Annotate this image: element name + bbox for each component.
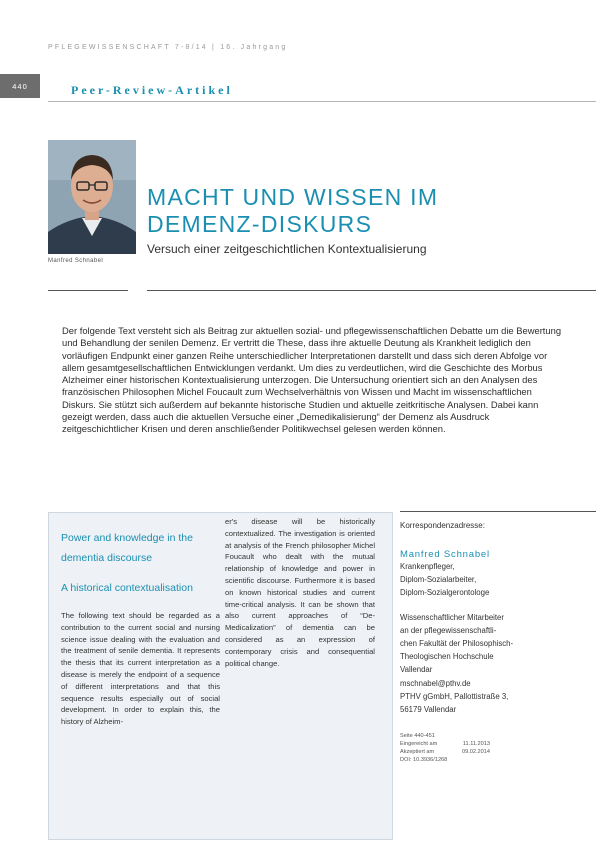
title-line-1: MACHT UND WISSEN IM [147,184,439,210]
accepted-date: 09.02.2014 [462,749,490,756]
english-text-2: er's disease will be historically contextualized. The investigation is oriented at analysis of the French philosopher Michel Foucault who dealt with the mutual relationship of knowledge and power in scientific discourse. Furthermore it is based on known historical studies and current time-critical analysis. It can be shown that also current approaches of “De-Medicalization” of dementia can be considered as an expression of contemporary crisis and consequential political change. [225,517,375,668]
affiliation-line: Theologischen Hochschule [400,652,494,662]
english-text-1: The following text should be regarded as a contribution to the current social and nursing science issue dealing with the evaluation and the treatment of senile dementia. It represents the thesis that its current interpretation as a disease is merely the endpoint of a sequence of different interpretations and that this sequence results especially out of social development. In order to explain this, the history of Alzheim- [61,611,220,727]
article-title [147,184,438,238]
english-abstract-column-2 [225,516,375,669]
correspondence-role: Diplom-Sozialgerontologe [400,588,490,598]
title-line-2: DEMENZ-DISKURS [147,211,373,237]
english-subtitle: A historical contextualisation [61,582,193,594]
running-head: PFLEGEWISSENSCHAFT 7-8/14 | 16. Jahrgang [48,44,288,51]
accepted-row [400,748,490,756]
postal-address: PTHV gGmbH, Pallottistraße 3, [400,691,509,701]
german-abstract: Der folgende Text versteht sich als Beitrag zur aktuellen sozial- und pflegewissenschaftlichen Debatte um die Bewertung und Behandlung der senilen Demenz. Er vertritt die These, dass ihre aktuelle Deutung als Krankheit lediglich den vorläufigen Endpunkt einer ganzen Reihe unterschiedlicher Interpretationen darstellt und dass sich deren Abfolge vor allem gesamtgesellschaftlichen Entwicklungen verdankt. Um dies zu verdeutlichen, wird die Geschichte des Morbus Alzheimer einer historischen Kontextualisierung unterzogen. Die Untersuchung orientiert sich an den Analysen des französischen Philosophen Michel Foucault zum Wechselverhältnis von Wissen und Macht im wissenschaftlichen Diskurs. Sie stützt sich außerdem auf bekannte historische Studien und aktuelle zeitkritische Analysen. Dabei kann gezeigt werden, dass auch die aktuellen Versuche einer „Demedikalisierung“ der Demenz als Ausdruck zeitgeschichtlicher Krisen und deren anschließender Politikwechsel gelesen werden können. [62,325,562,434]
correspondence-role: Krankenpfleger, [400,562,455,571]
doi[interactable]: DOI: 10.3936/1268 [400,757,448,764]
author-photo [48,140,136,254]
affiliation-line: Wissenschaftlicher Mitarbeiter [400,612,504,622]
article-metadata [400,732,596,764]
section-label: Peer-Review-Artikel [71,83,233,97]
page-range: Seite 440-451 [400,733,435,740]
received-date: 11.11.2013 [462,741,490,748]
page-number-tab: 440 [0,74,40,98]
affiliation-line: an der pflegewissenschaftli- [400,625,497,635]
received-row [400,740,490,748]
title-divider [147,290,596,291]
affiliation-line: Vallendar [400,665,433,675]
article-subtitle: Versuch einer zeitgeschichtlichen Kontextualisierung [147,242,427,256]
correspondence-column [400,511,596,764]
english-title: Power and knowledge in the dementia discourse [61,532,193,564]
section-divider [48,101,596,102]
correspondence-role: Diplom-Sozialarbeiter, [400,575,477,585]
correspondence-label: Korrespondenzadresse: [400,521,485,530]
received-label: Eingereicht am [400,741,438,748]
photo-caption: Manfred Schnabel [48,258,104,264]
correspondence-name: Manfred Schnabel [400,549,490,560]
email-address[interactable]: mschnabel@pthv.de [400,678,471,688]
affiliation-line: chen Fakultät der Philosophisch- [400,639,514,649]
title-divider-left [48,290,128,291]
postal-address: 56179 Vallendar [400,705,457,715]
author-portrait-image [48,140,136,254]
english-abstract-column-1 [61,528,220,728]
accepted-label: Akzeptiert am [400,749,435,756]
correspondence-divider [400,511,596,512]
